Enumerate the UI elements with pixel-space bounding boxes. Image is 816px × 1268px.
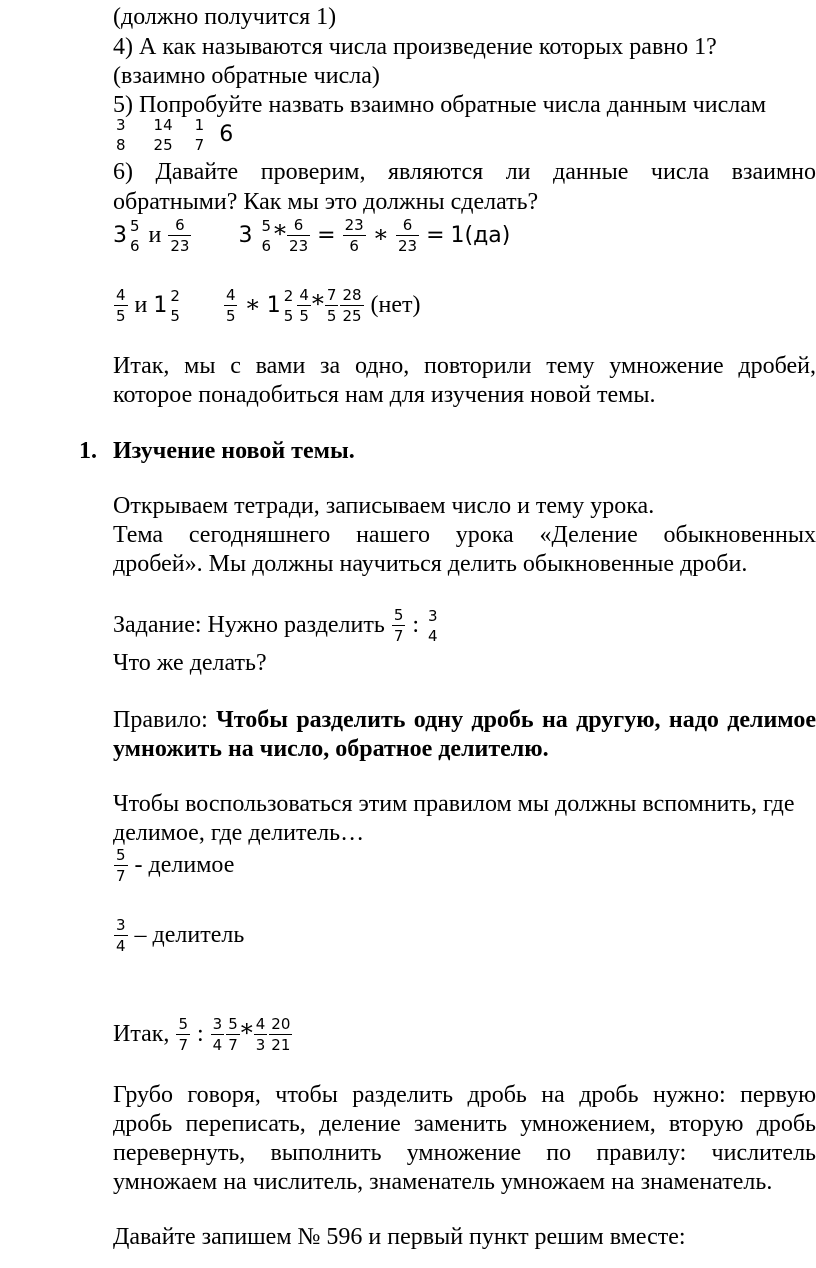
fraction: 14 25 bbox=[153, 115, 173, 154]
rough-line-2: дробь переписать, деление заменить умножением, вторую дробь bbox=[113, 1111, 816, 1137]
dividend-line: $\frac{5}{7}$ - делимое bbox=[116, 846, 235, 886]
whole-number: 6 bbox=[219, 122, 234, 147]
rough-line-3: перевернуть, выполнить умножение по правилу: числитель bbox=[113, 1140, 816, 1166]
fraction: 1 7 bbox=[194, 115, 205, 154]
summary-line-1: Итак, мы с вами за одно, повторили тему умножение дробей, bbox=[113, 353, 816, 379]
rough-line-4: умножаем на числитель, знаменатель умножаем на знаменатель. bbox=[113, 1169, 773, 1195]
fractions-row bbox=[113, 112, 233, 157]
recall-line-2: делимое, где делитель… bbox=[113, 820, 365, 846]
answer-4: (взаимно обратные числа) bbox=[113, 63, 380, 89]
rule-line-1: Правило: Чтобы разделить одну дробь на другую, надо делимое bbox=[113, 707, 816, 733]
check-2: $\frac{4}{5}$ и 1 2 5 $\frac{4}{5}$ ∗ 1 2 5 $\frac{4}{5}$ * $\frac{7}{5}$ $\frac{28}{25}$ (нет) bbox=[116, 286, 421, 326]
question-4: 4) А как называются числа произведение которых равно 1? bbox=[113, 34, 717, 60]
rule-line-2: умножить на число, обратное делителю. bbox=[113, 736, 549, 762]
section-title: Изучение новой темы. bbox=[113, 438, 355, 464]
rough-line-1: Грубо говоря, чтобы разделить дробь на дробь нужно: первую bbox=[113, 1082, 816, 1108]
task-line: Задание: Нужно разделить $\frac{5}{7}$ : 3 4 bbox=[113, 606, 438, 646]
section-number: 1. bbox=[79, 438, 97, 464]
question-6-cont: обратными? Как мы это должны сделать? bbox=[113, 189, 539, 215]
divisor-line: $\frac{3}{4}$ – делитель bbox=[116, 916, 245, 956]
intro-line-1: Открываем тетради, записываем число и тему урока. bbox=[113, 493, 655, 519]
intro-line-2: Тема сегодняшнего нашего урока «Деление обыкновенных bbox=[113, 522, 816, 548]
fraction: 3 8 bbox=[116, 115, 126, 154]
recall-line-1: Чтобы воспользоваться этим правилом мы должны вспомнить, где bbox=[113, 791, 795, 817]
task-question: Что же делать? bbox=[113, 650, 267, 676]
check-1: 3 5 6 и $\frac{6}{23}$ 3 5 6 * $\frac{6}{23}$ = $\frac{23}{6}$ ∗ $\frac{6}{23}$ = 1(да) bbox=[113, 216, 511, 256]
summary-line-2: которое понадобиться нам для изучения новой темы. bbox=[113, 382, 656, 408]
itak-line: Итак, $\frac{5}{7}$ : $\frac{3}{4}$ $\frac{5}{7}$ * $\frac{4}{3}$ $\frac{20}{21}$ bbox=[113, 1015, 291, 1055]
question-5: 5) Попробуйте назвать взаимно обратные числа данным числам bbox=[113, 92, 767, 118]
final-line: Давайте запишем № 596 и первый пункт решим вместе: bbox=[113, 1224, 686, 1250]
text-line: (должно получится 1) bbox=[113, 4, 337, 30]
question-6: 6) Давайте проверим, являются ли данные числа взаимно bbox=[113, 159, 816, 185]
intro-line-3: дробей». Мы должны научиться делить обыкновенные дроби. bbox=[113, 551, 748, 577]
